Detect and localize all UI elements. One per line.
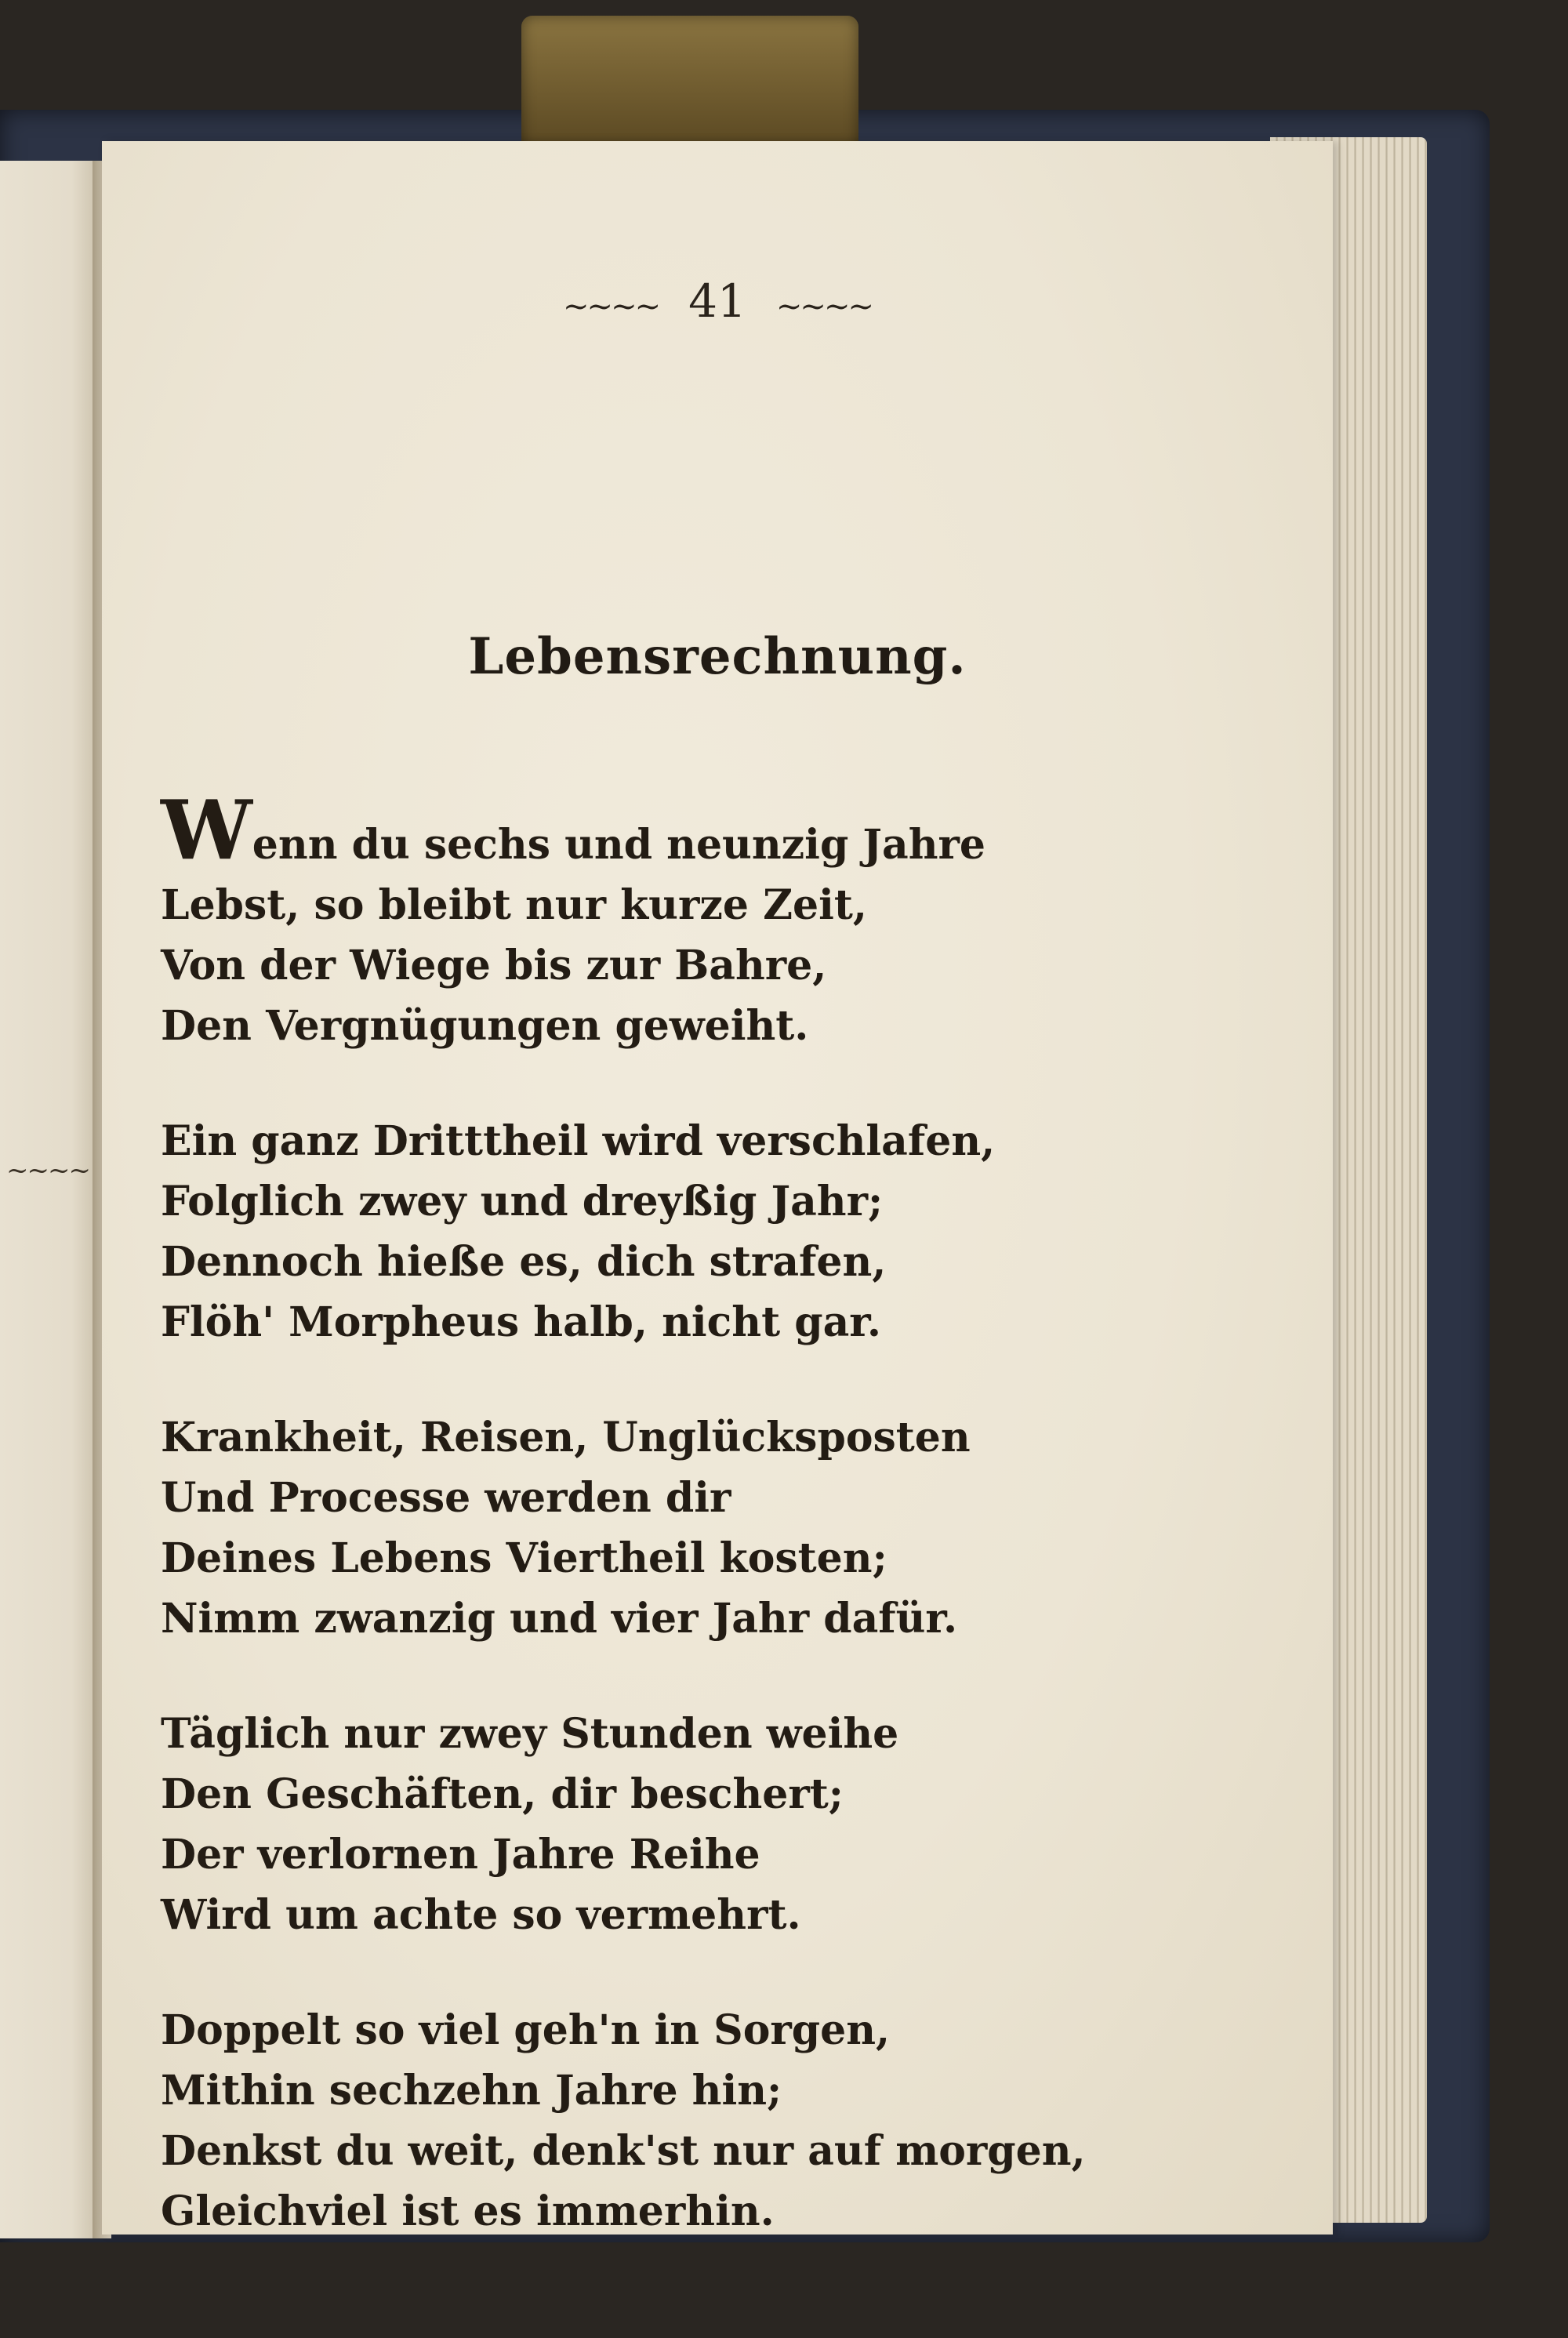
poem-line: Doppelt so viel geh'n in Sorgen, [161,2006,891,2054]
poem-line [161,782,1321,878]
poem-line: Der verlornen Jahre Reihe [161,1831,760,1879]
poem-line: Mithin sechzehn Jahre hin; [161,2067,782,2115]
poem-line: Den Geschäften, dir beschert; [161,1770,844,1818]
stanza-1 [161,782,1321,1056]
header-ornament-left: ~~~~ [563,289,659,325]
right-page [102,141,1333,2235]
poem-line: Ein ganz Dritttheil wird verschlafen, [161,1117,996,1165]
poem-line: Deines Lebens Viertheil kosten; [161,1534,887,1582]
poem-line: Dennoch hieße es, dich strafen, [161,1238,887,1286]
poem-line: Krankheit, Reisen, Unglücksposten [161,1414,971,1461]
poem-line: Nimm zwanzig und vier Jahr dafür. [161,1595,958,1643]
bookmark-ribbon [521,16,858,149]
header-ornament-right: ~~~~ [775,289,872,325]
page-header [102,274,1333,328]
page-number: 41 [688,274,746,328]
stanza-5 [161,2000,1321,2242]
stanza-2 [161,1111,1321,1352]
poem-line: Täglich nur zwey Stunden weihe [161,1710,899,1758]
poem-line: Von der Wiege bis zur Bahre, [161,942,827,989]
poem-line: Lebst, so bleibt nur kurze Zeit, [161,881,867,929]
poem-title: Lebensrechnung. [468,627,967,686]
poem-body [161,782,1321,2296]
poem-line: Wird um achte so vermehrt. [161,1891,801,1939]
poem-line: Gleichviel ist es immerhin. [161,2187,775,2235]
left-page-ornament: ~~~~ [6,1155,89,1186]
drop-cap: W [161,782,252,878]
poem-line: Den Vergnügungen geweiht. [161,1002,809,1050]
poem-line: Denkst du weit, denk'st nur auf morgen, [161,2127,1086,2175]
stanza-4 [161,1704,1321,1945]
left-page [0,161,102,2238]
poem-line: Folglich zwey und dreyßig Jahr; [161,1178,884,1225]
stanza-3 [161,1407,1321,1649]
poem-line-text: enn du sechs und neunzig Jahre [252,821,985,869]
poem-line: Flöh' Morpheus halb, nicht gar. [161,1298,882,1346]
poem-line: Und Processe werden dir [161,1474,731,1522]
